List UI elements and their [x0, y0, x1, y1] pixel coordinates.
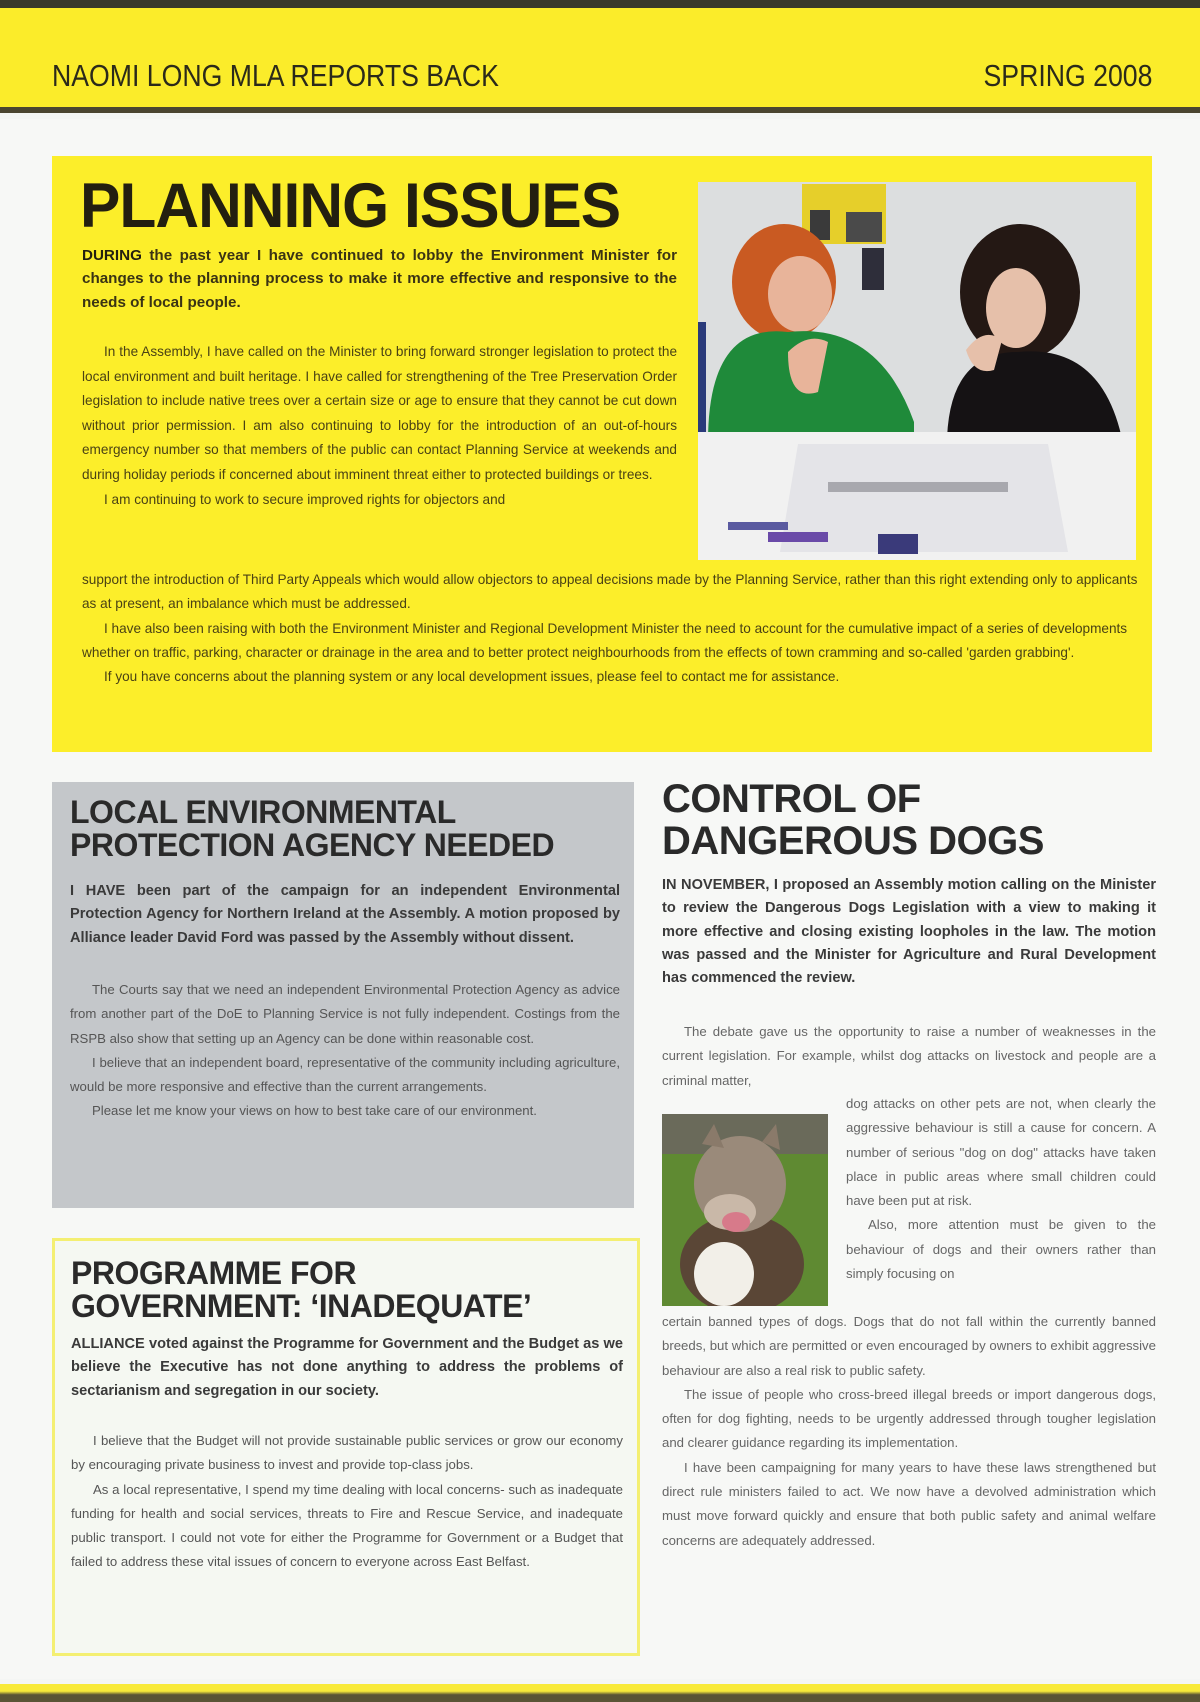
lead-text: been part of the campaign for an independent Environmental Protection Agency for Northern Ireland at the Assembly. A motion proposed by Alliance leader David Ford was passed by the Assembly without dissent. — [70, 883, 620, 946]
headline-line: LOCAL ENVIRONMENTAL — [70, 794, 456, 830]
article-paragraph: I have been campaigning for many years to have these laws strengthened but direct rule ministers failed to act. We now have a devolved administration which must move forward quickly and ensure that both public safety and animal welfare concerns are adequately addressed. — [662, 1459, 1156, 1548]
dogs-paragraph-beside-photo — [846, 1092, 1156, 1286]
article-paragraph: As a local representative, I spend my time dealing with local concerns- such as inadequate funding for health and social services, threats to Fire and Rescue Service, and inadequate public transport. I could not vote for either the Programme for Government or a Budget that failed to address these vital issues of concern to everyone across East Belfast. — [71, 1481, 623, 1570]
article-paragraph: The issue of people who cross-breed illegal breeds or import dangerous dogs, often for dog fighting, needs to be urgently addressed through tougher legislation and clearer guidance regarding its implementation. — [662, 1386, 1156, 1451]
planning-paragraph: In the Assembly, I have called on the Minister to bring forward stronger legislation to protect the local environment and built heritage. I have called for strengthening of the Tree Preservation Order legislation to include native trees over a certain size or age to ensure that they cannot be cut down without prior permission. I am also continuing to lobby for the introduction of an out-of-hours emergency number so that members of the public can contact Planning Service at weekends and during holiday periods if concerned about imminent threat either to protected buildings or trees. — [82, 344, 677, 482]
meeting-photo-illustration — [698, 182, 1136, 560]
article-paragraph: The debate gave us the opportunity to raise a number of weaknesses in the current legislation. For example, whilst dog attacks on livestock and people are a criminal matter, — [662, 1024, 1156, 1088]
newsletter-title: NAOMI LONG MLA REPORTS BACK — [52, 58, 499, 93]
article-paragraph: The Courts say that we need an independent Environmental Protection Agency as advice from another part of the DoE to Planning Service is not fully independent. Costings from the RSPB also show that setting up an Agency can be done within reasonable cost. — [70, 982, 620, 1046]
dog-photo — [662, 1114, 828, 1306]
planning-lead — [82, 244, 677, 314]
planning-lead-dropword: DURING — [82, 247, 142, 264]
planning-paragraph: If you have concerns about the planning system or any local development issues, please feel to contact me for assistance. — [104, 669, 840, 685]
planning-issues-article — [52, 156, 1152, 752]
article-paragraph: I believe that the Budget will not provide sustainable public services or grow our economy by encouraging private business to invest and provide top-class jobs. — [71, 1433, 623, 1473]
masthead — [0, 8, 1200, 113]
programme-for-government-article — [52, 1238, 640, 1656]
environmental-agency-headline — [70, 796, 554, 862]
planning-headline: PLANNING ISSUES — [80, 171, 621, 241]
headline-line: PROTECTION AGENCY NEEDED — [70, 827, 555, 863]
lead-text: I proposed an Assembly motion calling on the Minister to review the Dangerous Dogs Legislation with a view to making it more effective and closing existing loopholes in the law. The motion was passed and the Minister for Agriculture and Rural Development has commenced the review. — [662, 877, 1156, 987]
dangerous-dogs-headline — [662, 778, 1044, 862]
planning-paragraph-continued: support the introduction of Third Party Appeals which would allow objectors to appeal decisions made by the Planning Service, rather than this right extending only to applicants as at present, an imbalance which must be addressed. — [82, 572, 1138, 612]
meeting-photo — [698, 182, 1136, 560]
headline-line: CONTROL OF — [662, 777, 921, 821]
planning-body-top — [82, 340, 677, 512]
page-top-edge — [0, 0, 1200, 8]
headline-line: GOVERNMENT: ‘INADEQUATE’ — [71, 1288, 532, 1324]
planning-lead-text: the past year I have continued to lobby the Environment Minister for changes to the planning process to make it more effective and responsive to the needs of local people. — [82, 247, 677, 311]
headline-line: DANGEROUS DOGS — [662, 819, 1044, 863]
headline-line: PROGRAMME FOR — [71, 1255, 357, 1291]
environmental-agency-body — [70, 978, 620, 1124]
environmental-agency-article — [52, 782, 634, 1208]
page-bottom-band — [0, 1684, 1200, 1702]
dangerous-dogs-article — [660, 774, 1160, 1664]
article-paragraph-continued: certain banned types of dogs. Dogs that do not fall within the currently banned breeds, but which are permitted or even encouraged by owners to exhibit aggressive behaviour are also a real risk to public safety. — [662, 1314, 1156, 1378]
issue-date: SPRING 2008 — [983, 58, 1152, 93]
planning-paragraph: I have also been raising with both the Environment Minister and Regional Development Minister the need to account for the cumulative impact of a series of developments whether on traffic, parking, character or drainage in the area and to better protect neighbourhoods from the effects of town cramming and so-called 'garden grabbing'. — [82, 620, 1128, 660]
programme-lead — [71, 1333, 623, 1403]
dangerous-dogs-lead — [662, 874, 1156, 990]
planning-body-full — [82, 568, 1150, 689]
dogs-paragraphs-bottom — [662, 1310, 1156, 1553]
dogs-paragraph-intro — [662, 1020, 1156, 1093]
article-paragraph: Also, more attention must be given to the behaviour of dogs and their owners rather than simply focusing on — [846, 1217, 1156, 1282]
programme-body — [71, 1429, 623, 1575]
dog-photo-illustration — [662, 1114, 828, 1306]
planning-paragraph-split: I am continuing to work to secure improved rights for objectors and — [104, 491, 506, 507]
lead-text: voted against the Programme for Government and the Budget as we believe the Executive has not done anything to address the problems of sectarianism and segregation in our society. — [71, 1336, 623, 1399]
lead-dropword: ALLIANCE — [71, 1336, 145, 1352]
lead-dropword: IN NOVEMBER, — [662, 877, 770, 893]
programme-headline — [71, 1257, 531, 1323]
article-paragraph-continued: dog attacks on other pets are not, when clearly the aggressive behaviour is still a cause for concern. A number of serious "dog on dog" attacks have taken place in public areas where small children could have been put at risk. — [846, 1096, 1156, 1209]
article-paragraph: I believe that an independent board, representative of the community including agriculture, would be more responsive and effective than the current arrangements. — [70, 1054, 620, 1095]
lead-dropword: I HAVE — [70, 883, 126, 899]
environmental-agency-lead — [70, 880, 620, 950]
article-paragraph: Please let me know your views on how to best take care of our environment. — [92, 1103, 537, 1119]
